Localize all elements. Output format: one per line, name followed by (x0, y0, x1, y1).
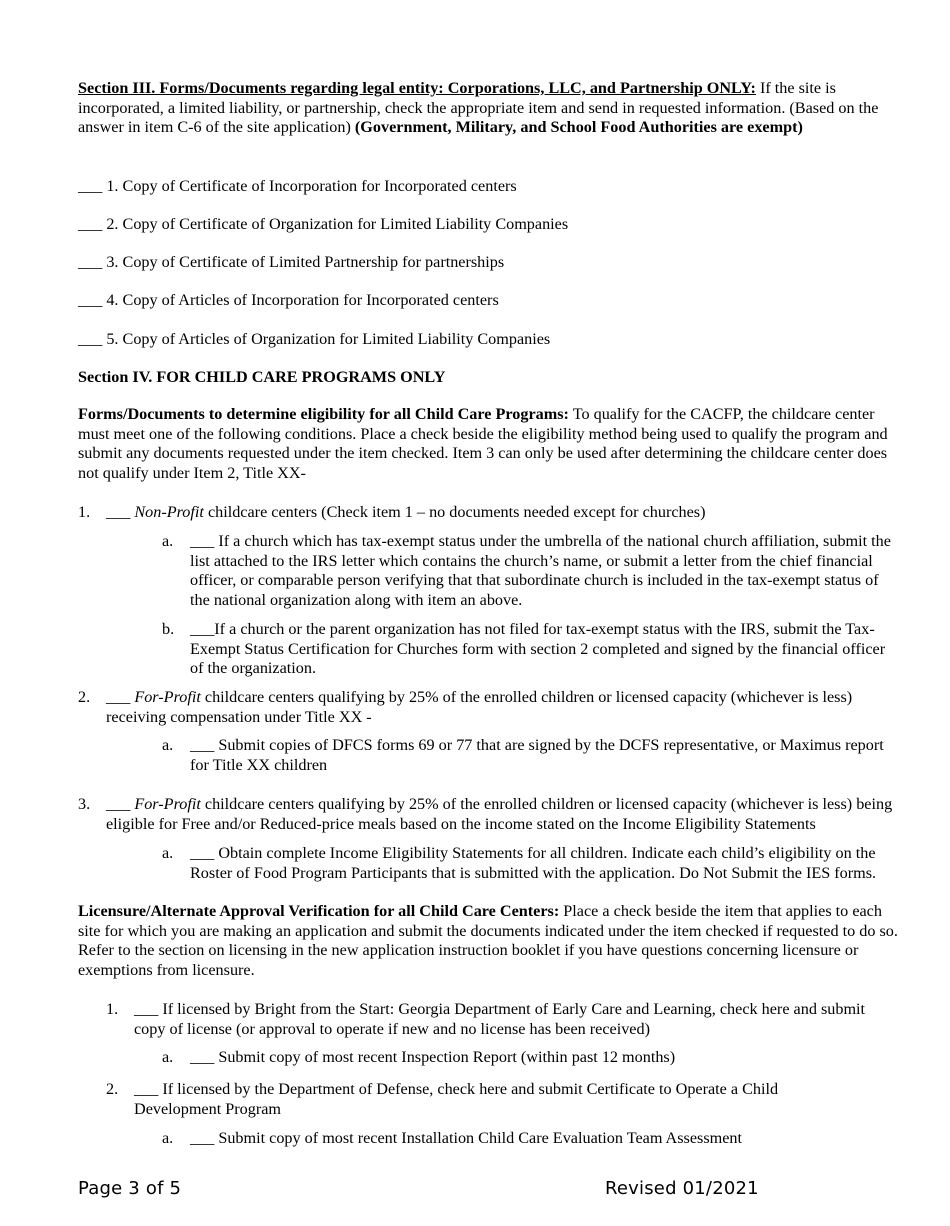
lic-2a-label: a. (162, 1129, 174, 1147)
eligibility-heading: Forms/Documents to determine eligibility for all Child Care Programs: (78, 405, 569, 423)
item-2a-text: ___ Submit copies of DFCS forms 69 or 77 that are signed by the DCFS representative, or Maximus report for Title XX children (190, 736, 884, 774)
section-3-item-3: ___ 3. Copy of Certificate of Limited Partnership for partnerships (78, 253, 505, 271)
section-3-exempt-note: (Government, Military, and School Food Authorities are exempt) (354, 118, 803, 137)
eligibility-item-2-number: 2. (78, 688, 91, 706)
item-1b-text: ___If a church or the parent organization has not filed for tax-exempt status with the IRS, submit the Tax-Exempt Status Certification for Churches form with section 2 completed and signed by the financial officer of the organization. (190, 620, 886, 678)
section-3-item-5: ___ 5. Copy of Articles of Organization for Limited Liability Companies (78, 330, 551, 348)
eligibility-item-3: ___ For-Profit childcare centers qualifying by 25% of the enrolled children or licensed capacity (whichever is less) being eligible for Free and/or Reduced-price meals based on the income stated on the Income Eligibility Statements (106, 795, 893, 833)
section-3-paragraph (78, 79, 904, 138)
section-3-item-4: ___ 4. Copy of Articles of Incorporation for Incorporated centers (78, 291, 499, 309)
eligibility-paragraph (78, 405, 904, 483)
page-number: Page 3 of 5 (78, 1178, 182, 1199)
eligibility-item-1-number: 1. (78, 503, 91, 521)
section-3-item-2: ___ 2. Copy of Certificate of Organization for Limited Liability Companies (78, 215, 569, 233)
for-profit-label: For-Profit (134, 795, 201, 813)
licensure-item-1-number: 1. (106, 1000, 119, 1018)
item-1a-text: ___ If a church which has tax-exempt status under the umbrella of the national church affiliation, submit the list attached to the IRS letter which contains the church’s name, or submit a letter from the chief financial officer, or comparable person verifying that that subordinate church is included in the tax-exempt status of the national organization along with item an above. (190, 532, 891, 609)
item-1b-label: b. (162, 620, 175, 638)
item-3a-label: a. (162, 844, 174, 862)
lic-2a-text: ___ Submit copy of most recent Installation Child Care Evaluation Team Assessment (190, 1129, 743, 1147)
licensure-item-1: ___ If licensed by Bright from the Start: Georgia Department of Early Care and Learning, check here and submit copy of license (or approval to operate if new and no license has been received) (134, 1000, 866, 1038)
lic-1a-label: a. (162, 1048, 174, 1066)
section-3-item-1: ___ 1. Copy of Certificate of Incorporation for Incorporated centers (78, 177, 517, 195)
eligibility-item-2: ___ For-Profit childcare centers qualifying by 25% of the enrolled children or licensed capacity (whichever is less) receiving compensation under Title XX - (106, 688, 853, 726)
licensure-heading: Licensure/Alternate Approval Verification for all Child Care Centers: (78, 902, 560, 920)
item-2a-label: a. (162, 736, 174, 754)
licensure-intro: Place a check beside the item that applies to each site for which you are making an application and submit the documents indicated under the item checked if requested to do so. Refer to the section on licensing in the new application instruction booklet if you have questions concerning licensure or exemptions from licensure. (78, 902, 898, 979)
licensure-paragraph (78, 902, 904, 980)
eligibility-item-1: ___ Non-Profit childcare centers (Check item 1 – no documents needed except for churches) (106, 503, 706, 521)
lic-1a-text: ___ Submit copy of most recent Inspection Report (within past 12 months) (190, 1048, 676, 1066)
licensure-item-2: ___ If licensed by the Department of Defense, check here and submit Certificate to Operate a Child Development Program (134, 1080, 779, 1118)
licensure-item-2-number: 2. (106, 1080, 119, 1098)
section-3-heading: Section III. Forms/Documents regarding legal entity: Corporations, LLC, and Partnership ONLY: (78, 79, 756, 97)
eligibility-intro: To qualify for the CACFP, the childcare center must meet one of the following conditions. Place a check beside the eligibility method being used to qualify the program and submit any documents requested under the item checked. Item 3 can only be used after determining the childcare center does not qualify under Item 2, Title XX- (78, 405, 888, 482)
for-profit-label: For-Profit (134, 688, 201, 706)
section-4-heading: Section IV. FOR CHILD CARE PROGRAMS ONLY (78, 368, 446, 386)
item-3a-text: ___ Obtain complete Income Eligibility Statements for all children. Indicate each child’s eligibility on the Roster of Food Program Participants that is submitted with the application. Do Not Submit the IES forms. (190, 844, 877, 882)
revised-date: Revised 01/2021 (605, 1178, 759, 1199)
non-profit-label: Non-Profit (134, 503, 204, 521)
item-1a-label: a. (162, 532, 174, 550)
eligibility-item-3-number: 3. (78, 795, 91, 813)
section-3-intro: If the site is incorporated, a limited liability, or partnership, check the appropriate item and send in requested information. (Based on the answer in item C-6 of the site application) (78, 79, 879, 137)
